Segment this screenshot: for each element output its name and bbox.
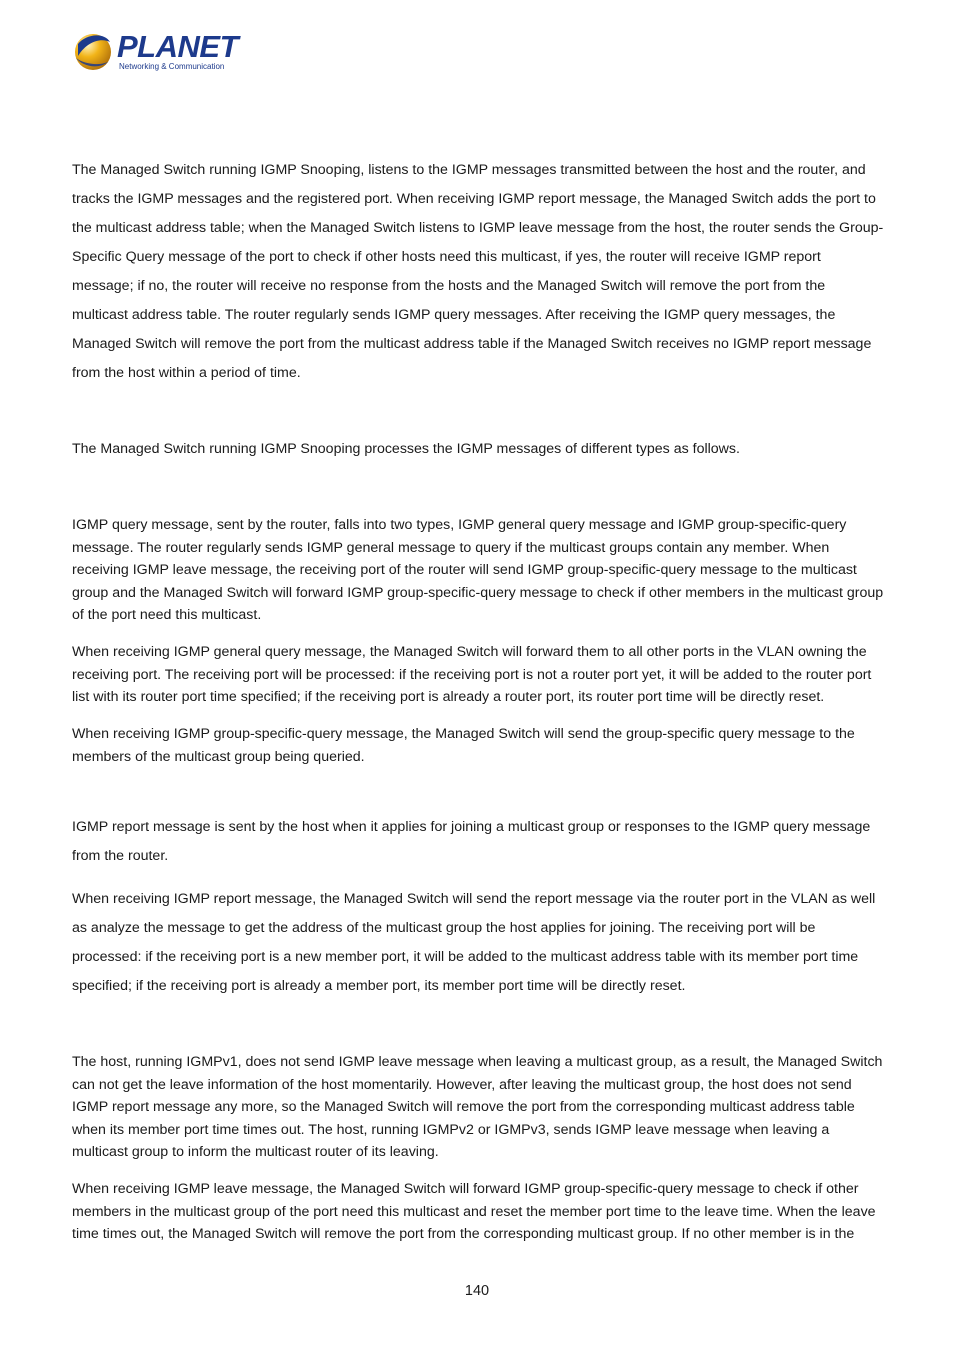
logo-tagline: Networking & Communication [119,62,225,71]
paragraph-message-types-intro: The Managed Switch running IGMP Snooping processes the IGMP messages of different types as follows. [72,441,740,457]
paragraph-report-message: IGMP report message is sent by the host when it applies for joining a multicast group or responses to the IGMP query message from the router. [72,819,871,864]
paragraph-leave-processing: When receiving IGMP leave message, the Managed Switch will forward IGMP group-specific-query message to check if other members in the multicast group of the port need this multicast and reset the member port time to the leave time. When the leave time times out, the Managed Switch will remove the port from the corresponding multicast group. If no other member is in the [72,1181,876,1242]
paragraph-group-specific-query: When receiving IGMP group-specific-query message, the Managed Switch will send the group-specific query message to the members of the multicast group being queried. [72,726,855,765]
paragraph-igmp-snooping-overview: The Managed Switch running IGMP Snooping, listens to the IGMP messages transmitted between the host and the router, and tracks the IGMP messages and the registered port. When receiving IGMP report message, the Managed Switch adds the port to the multicast address table; when the Managed Switch listens to IGMP leave message from the host, the router sends the Group-Specific Query message of the port to check if other hosts need this multicast, if yes, the router will receive IGMP report message; if no, the router will receive no response from the hosts and the Managed Switch will remove the port from the multicast address table. The router regularly sends IGMP query messages. After receiving the IGMP query messages, the Managed Switch will remove the port from the multicast address table if the Managed Switch receives no IGMP report message from the host within a period of time. [72,162,884,381]
planet-logo [72,30,242,76]
paragraph-leave-message: The host, running IGMPv1, does not send IGMP leave message when leaving a multicast group, as a result, the Managed Switch can not get the leave information of the host momentarily. However, after leaving the multicast group, the host does not send IGMP report message any more, so the Managed Switch will remove the port from the corresponding multicast address table when its member port time times out. The host, running IGMPv2 or IGMPv3, sends IGMP leave message when leaving a multicast group to inform the multicast router of its leaving. [72,1054,883,1160]
paragraph-report-processing: When receiving IGMP report message, the Managed Switch will send the report message via the router port in the VLAN as well as analyze the message to get the address of the multicast group the host applies for joining. The receiving port will be processed: if the receiving port is a new member port, it will be added to the multicast address table with its member port time specified; if the receiving port is already a member port, its member port time will be directly reset. [72,891,876,994]
logo-wordmark: PLANET [117,29,238,64]
paragraph-general-query: When receiving IGMP general query message, the Managed Switch will forward them to all other ports in the VLAN owning the receiving port. The receiving port will be processed: if the receiving port is not a router port yet, it will be added to the router port list with its router port time specified; if the receiving port is already a router port, its router port time will be directly reset. [72,644,872,705]
globe-icon [72,30,114,72]
paragraph-query-message: IGMP query message, sent by the router, falls into two types, IGMP general query message and IGMP group-specific-query message. The router regularly sends IGMP general message to query if the multicast groups contain any member. When receiving IGMP leave message, the receiving port of the router will send IGMP group-specific-query message to the multicast group and the Managed Switch will forward IGMP group-specific-query message to check if other members in the multicast group of the port need this multicast. [72,517,884,623]
page-number: 140 [464,1283,490,1299]
